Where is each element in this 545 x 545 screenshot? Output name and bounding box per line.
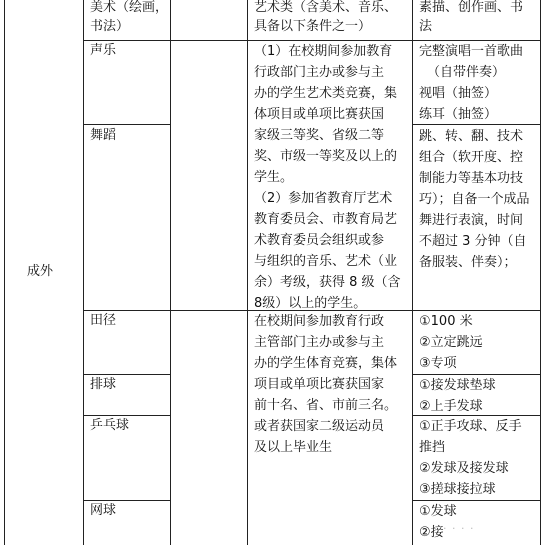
subject-cell: 舞蹈 (90, 128, 117, 143)
test-cell: ①发球 ②接 (419, 504, 457, 540)
grid-line (83, 124, 171, 125)
grid-line (170, 0, 171, 545)
test-cell: ①接发球垫球 ②上手发球 (419, 378, 496, 414)
grid-line (247, 0, 248, 545)
group-label: 成外 (27, 264, 54, 279)
grid-line (412, 0, 413, 545)
subject-cell: 网球 (90, 503, 117, 518)
subject-cell: 美术（绘画， 书法） (90, 0, 169, 34)
watermark: · · · · (443, 522, 475, 535)
test-cell: 跳、转、翻、技术 组合（软开度、控 制能力等基本功技 巧）；自备一个成品 舞进行表演，时间 不超过 3 分钟（自 备服装、伴奏）； (419, 129, 530, 270)
sport-conditions-cell: 在校期间参加教育行政 主管部门主办或参与主 办的学生体育竞赛，集体 项目或单项比赛获国家 前十名、省、市前三名。 或者获国家二级运动员 及以上毕业生 (254, 314, 398, 455)
subject-cell: 田径 (90, 313, 117, 328)
grid-line (540, 0, 541, 545)
subject-cell: 声乐 (90, 43, 117, 58)
condition-header-cell: 艺术类（含美术、音乐、 具备以下条件之一） (254, 0, 398, 34)
test-cell: 完整演唱一首歌曲 （自带伴奏） 视唱（抽签） 练耳（抽签） (419, 44, 524, 122)
subject-cell: 排球 (90, 377, 117, 392)
test-cell: ①正手攻球、反手 推挡 ②发球及接发球 ③搓球接拉球 (419, 419, 522, 497)
grid-line (4, 0, 5, 545)
test-cell: ①100 米 ②立定跳远 ③专项 (419, 314, 483, 371)
test-cell: 素描、创作画、书 法 (419, 0, 524, 34)
grid-line (83, 0, 84, 545)
art-conditions-cell: （1）在校期间参加教育 行政部门主办或参与主 办的学生艺术类竞赛，集 体项目或单项比赛获国 家级三等奖、省级二等 奖、市级一等奖及以上的 学生。 （2）参加省教育厅艺术 教育委员会、市教育局艺 术教育委员会组织或参 与组织的音乐、艺术（业 余）考级，获得 8 级（含 8级）以上的学生。 (254, 44, 401, 309)
subject-cell: 乒乓球 (90, 418, 130, 433)
